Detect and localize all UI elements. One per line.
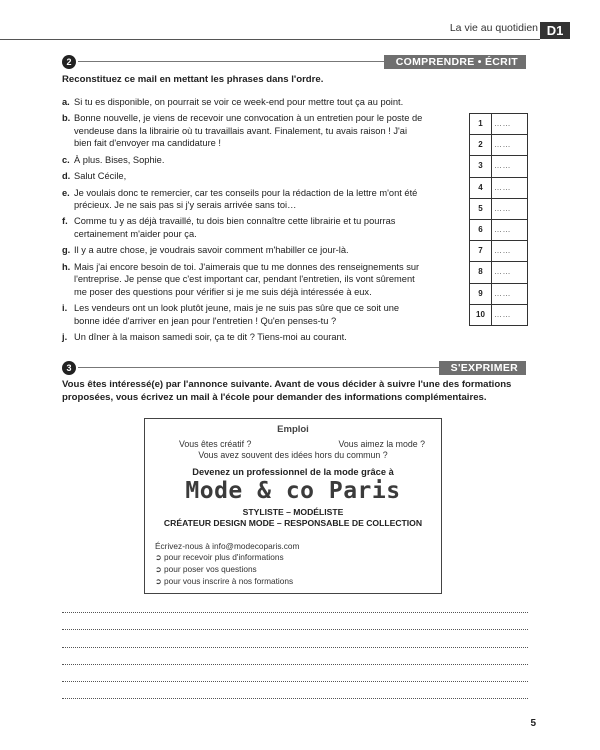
ad-heading: Emploi [277,424,309,435]
order-row [470,305,527,325]
writing-line[interactable] [62,647,528,648]
sentence-a [62,96,424,109]
writing-line[interactable] [62,629,528,630]
order-row [470,220,527,241]
sentence-text: Je voulais donc te remercier, car tes conseils pour la rédaction de la lettre m'ont été précieux. Je ne sais pas si j'y serais arrivée sans toi… [74,187,418,211]
sentence-b [62,112,424,150]
writing-line[interactable] [62,681,528,682]
order-number: 10 [470,305,492,325]
ad-contact-email: Écrivez-nous à info@modecoparis.com [155,541,300,551]
writing-line[interactable] [62,664,528,665]
exercise-2-number: 2 [62,55,76,69]
ad-reason-item [155,552,293,564]
sentence-letter: d. [62,171,71,182]
exercise-2-instruction: Reconstituez ce mail en mettant les phrases dans l'ordre. [62,74,324,85]
answer-blank[interactable]: …… [494,224,511,234]
order-number: 5 [470,199,492,219]
order-answer-grid [469,113,528,326]
exercise-3-header [62,361,526,375]
sentence-letter: e. [62,187,70,198]
arrow-icon: ➲ [155,553,162,562]
order-row [470,156,527,177]
sentence-i [62,302,424,327]
order-number: 2 [470,135,492,155]
order-row [470,241,527,262]
exercise-2-header [62,55,526,69]
order-number: 1 [470,114,492,134]
answer-blank[interactable]: …… [494,140,511,150]
writing-line[interactable] [62,612,528,613]
sentence-text: Il y a autre chose, je voudrais savoir comment m'habiller ce jour-là. [74,245,349,256]
page-header [0,22,600,42]
ad-roles-line-2: CRÉATEUR DESIGN MODE – RESPONSABLE DE COLLECTION [163,518,423,528]
ad-reason-item [155,576,293,588]
ad-tagline: Devenez un professionnel de la mode grâce à [192,467,394,477]
sentence-letter: h. [62,261,71,272]
sentence-text: Bonne nouvelle, je viens de recevoir une convocation à un entretien pour le poste de vendeuse dans la librairie où tu travaillais avant. Finalement, tu avais raison ! J'ai bien fait d'envoyer ma candidature ! [74,113,423,149]
ad-reasons-list [155,552,293,587]
sentence-c [62,154,424,167]
sentence-text: Un dîner à la maison samedi soir, ça te dit ? Tiens-moi au courant. [74,332,347,343]
sentence-letter: a. [62,97,70,107]
ad-question-creative: Vous êtes créatif ? [179,439,252,449]
sentence-d [62,170,424,183]
order-number: 8 [470,262,492,282]
sentence-text: Mais j'ai encore besoin de toi. J'aimerais que tu me donnes des renseignements sur l'entreprise. Je pense que c'est important car, pendant l'entretien, ils vont sûrement me poser des questions pour vérifier si je me suis déjà intéressée à eux. [74,261,420,297]
sentence-letter: b. [62,113,71,124]
answer-blank[interactable]: …… [494,203,511,213]
exercise-3-number: 3 [62,361,76,375]
arrow-icon: ➲ [155,564,162,574]
sentence-h [62,261,424,299]
sentence-g [62,244,424,257]
order-number: 7 [470,241,492,261]
writing-line[interactable] [62,698,528,699]
sentence-j [62,331,424,344]
answer-blank[interactable]: …… [494,182,511,192]
sentence-letter: c. [62,154,70,165]
answer-blank[interactable]: …… [494,267,511,277]
exercise-2-banner: COMPRENDRE • ÉCRIT [384,55,526,69]
ad-reason-text: pour recevoir plus d'informations [164,552,284,562]
sentence-text: Les vendeurs ont un look plutôt jeune, mais je ne suis pas sûre que ce soit une bonne idée d'arriver en jean pour l'entretien ! Qu'en penses-tu ? [74,303,400,326]
order-row [470,178,527,199]
order-number: 3 [470,156,492,176]
exercise-3-banner: S'EXPRIMER [439,361,526,375]
answer-blank[interactable]: …… [494,119,511,128]
sentence-letter: i. [62,303,68,314]
sentence-f [62,215,424,240]
order-row [470,114,527,135]
header-rule [0,39,540,40]
job-ad-box [144,418,442,594]
ad-reason-item [155,564,293,576]
sentence-letter: f. [62,216,68,227]
answer-writing-lines[interactable] [62,612,528,716]
order-row [470,262,527,283]
unit-code-badge: D1 [540,22,570,39]
order-number: 4 [470,178,492,198]
answer-blank[interactable]: …… [494,309,511,319]
sentence-text: Salut Cécile, [74,171,127,182]
ad-reason-text: pour poser vos questions [164,563,257,574]
answer-blank[interactable]: …… [494,246,511,256]
header-title: La vie au quotidien [449,22,538,34]
sentence-letter: j. [62,332,68,343]
sentence-letter: g. [62,245,71,256]
exercise-3-instruction: Vous êtes intéressé(e) par l'annonce suivante. Avant de vous décider à suivre l'une des formations proposées, vous écrivez un mail à l'école pour demander des informations complémentaires. [62,379,512,403]
order-row [470,135,527,156]
arrow-icon: ➲ [155,576,162,586]
sentence-text: Comme tu y as déjà travaillé, tu dois bien connaître cette librairie et tu pourras certainement m'aider pour ça. [74,216,396,239]
sentence-list [62,96,424,347]
sentence-text: Si tu es disponible, on pourrait se voir ce week-end pour mettre tout ça au point. [74,97,404,107]
order-row [470,199,527,220]
page-number: 5 [530,718,536,729]
answer-blank[interactable]: …… [494,288,511,298]
sentence-text: À plus. Bises, Sophie. [74,154,165,165]
answer-blank[interactable]: …… [494,161,511,171]
ad-roles-line-1: STYLISTE – MODÉLISTE [242,507,344,517]
ad-question-fashion: Vous aimez la mode ? [338,439,425,449]
sentence-e [62,187,424,212]
ad-brand-name: Mode & co Paris [185,478,401,504]
ad-reason-text: pour vous inscrire à nos formations [164,575,294,586]
order-row [470,284,527,305]
ad-question-ideas: Vous avez souvent des idées hors du commun ? [198,450,388,460]
order-number: 6 [470,220,492,240]
order-number: 9 [470,284,492,304]
